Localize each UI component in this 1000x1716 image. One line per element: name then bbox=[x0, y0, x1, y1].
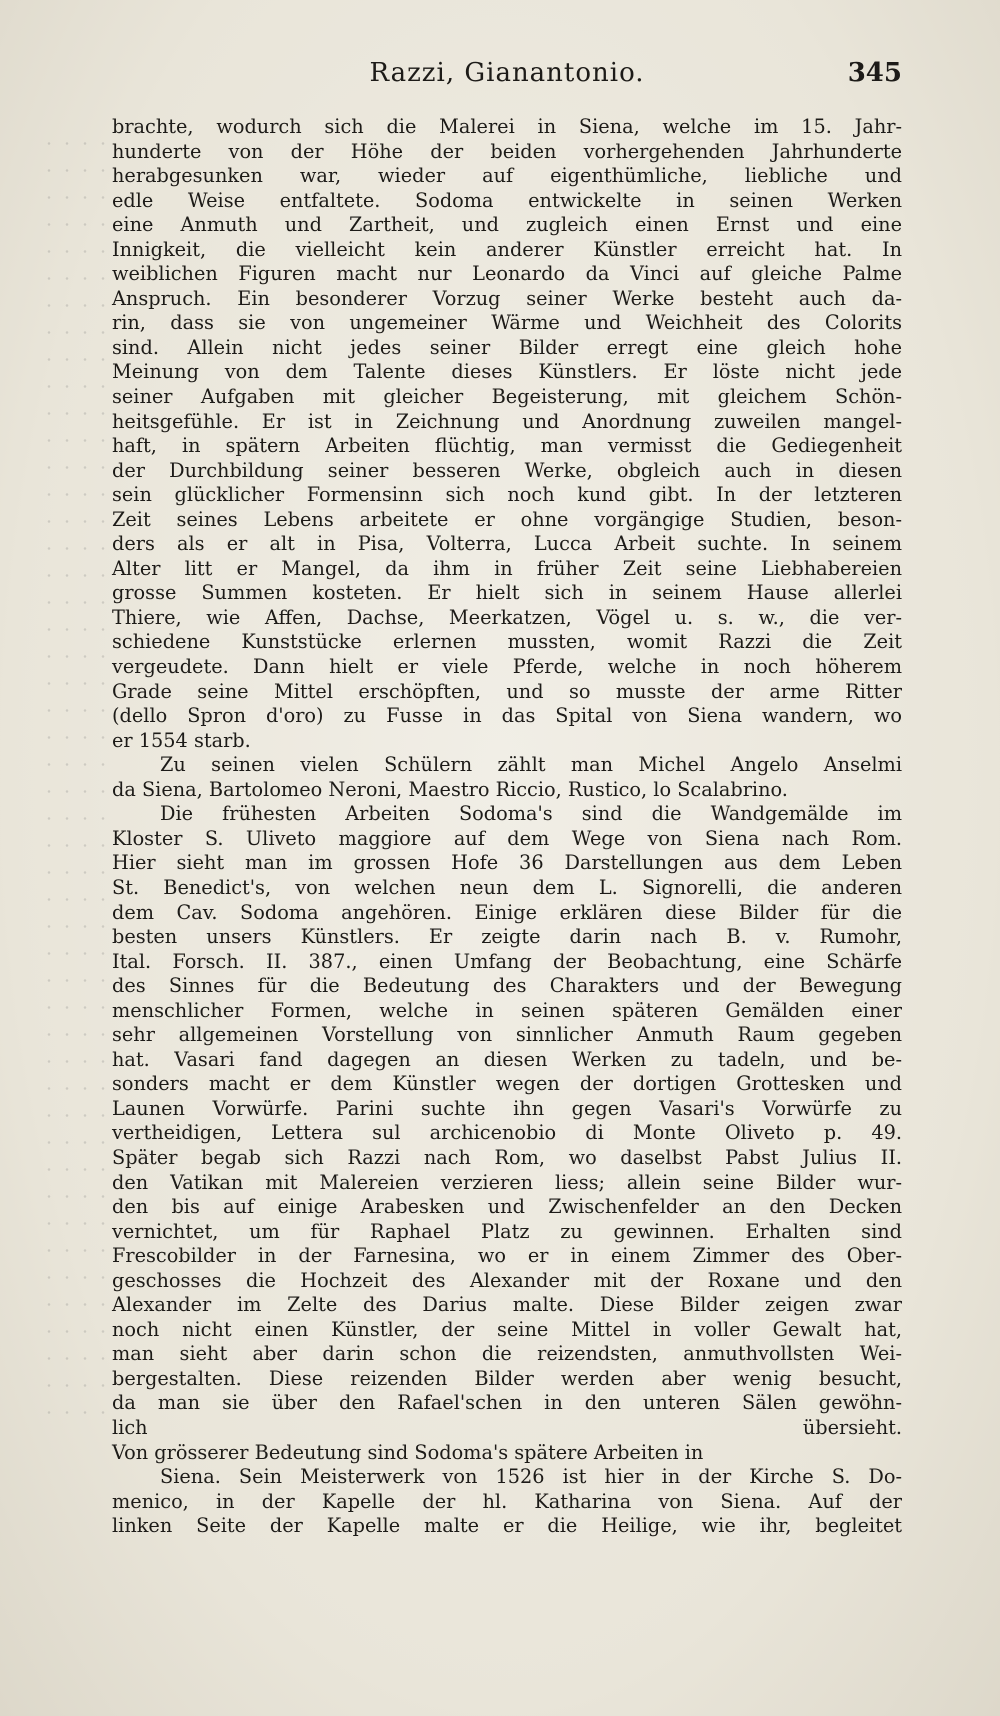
text-line: Die frühesten Arbeiten Sodoma's sind die Wandgemälde im bbox=[160, 802, 902, 826]
text-line: hunderte von der Höhe der beiden vorhergehenden Jahrhunderte bbox=[112, 139, 902, 163]
text-line: geschosses die Hochzeit des Alexander mit der Roxane und den bbox=[112, 1268, 902, 1292]
text-line: Zu seinen vielen Schülern zählt man Michel Angelo Anselmi bbox=[160, 753, 902, 777]
text-line: bergestalten. Diese reizenden Bilder werden aber wenig besucht, bbox=[112, 1366, 902, 1390]
text-line: eine Anmuth und Zartheit, und zugleich einen Ernst und eine bbox=[112, 213, 902, 237]
running-head: Razzi, Gianantonio. bbox=[369, 58, 645, 88]
text-line: menschlicher Formen, welche in seinen späteren Gemälden einer bbox=[112, 998, 902, 1022]
text-line: grosse Summen kosteten. Er hielt sich in seinem Hause allerlei bbox=[112, 581, 902, 605]
text-line: Innigkeit, die vielleicht kein anderer Künstler erreicht hat. In bbox=[112, 237, 902, 261]
text-line: Siena. Sein Meisterwerk von 1526 ist hier in der Kirche S. Do- bbox=[160, 1465, 902, 1489]
text-line: hat. Vasari fand dagegen an diesen Werken zu tadeln, und be- bbox=[112, 1047, 902, 1071]
text-line: noch nicht einen Künstler, der seine Mittel in voller Gewalt hat, bbox=[112, 1317, 902, 1341]
text-line: linken Seite der Kapelle malte er die Heilige, wie ihr, begleitet bbox=[112, 1514, 902, 1538]
text-line: Zeit seines Lebens arbeitete er ohne vorgängige Studien, beson- bbox=[112, 507, 902, 531]
text-line: Anspruch. Ein besonderer Vorzug seiner Werke besteht auch da- bbox=[112, 286, 902, 310]
text-line: vernichtet, um für Raphael Platz zu gewinnen. Erhalten sind bbox=[112, 1219, 902, 1243]
text-line: haft, in spätern Arbeiten flüchtig, man vermisst die Gediegenheit bbox=[112, 434, 902, 458]
text-line: Thiere, wie Affen, Dachse, Meerkatzen, Vögel u. s. w., die ver- bbox=[112, 605, 902, 629]
text-line: Hier sieht man im grossen Hofe 36 Darstellungen aus dem Leben bbox=[112, 851, 902, 875]
text-line: den Vatikan mit Malereien verzieren liess; allein seine Bilder wur- bbox=[112, 1170, 902, 1194]
text-line: lich übersieht. bbox=[112, 1415, 902, 1439]
text-line: brachte, wodurch sich die Malerei in Siena, welche im 15. Jahr- bbox=[112, 115, 902, 138]
text-line: edle Weise entfaltete. Sodoma entwickelte in seinen Werken bbox=[112, 188, 902, 212]
text-line: er 1554 starb. bbox=[112, 728, 251, 752]
page-number: 345 bbox=[847, 58, 902, 88]
text-line: Launen Vorwürfe. Parini suchte ihn gegen Vasari's Vorwürfe zu bbox=[112, 1096, 902, 1120]
text-line: ders als er alt in Pisa, Volterra, Lucca Arbeit suchte. In seinem bbox=[112, 532, 902, 556]
text-line: herabgesunken war, wieder auf eigenthümliche, liebliche und bbox=[112, 164, 902, 188]
text-line: Meinung von dem Talente dieses Künstlers. Er löste nicht jede bbox=[112, 360, 902, 384]
text-line: Alexander im Zelte des Darius malte. Diese Bilder zeigen zwar bbox=[112, 1293, 902, 1317]
text-line: Ital. Forsch. II. 387., einen Umfang der Beobachtung, eine Schärfe bbox=[112, 949, 902, 973]
text-line: (dello Spron d'oro) zu Fusse in das Spital von Siena wandern, wo bbox=[112, 704, 902, 728]
text-line: Alter litt er Mangel, da ihm in früher Zeit seine Liebhabereien bbox=[112, 556, 902, 580]
text-line: sehr allgemeinen Vorstellung von sinnlicher Anmuth Raum gegeben bbox=[112, 1023, 902, 1047]
text-line: heitsgefühle. Er ist in Zeichnung und Anordnung zuweilen mangel- bbox=[112, 409, 902, 433]
text-line: Grade seine Mittel erschöpften, und so musste der arme Ritter bbox=[112, 679, 902, 703]
margin-bleed-through bbox=[40, 130, 110, 1430]
text-line: vergeudete. Dann hielt er viele Pferde, welche in noch höherem bbox=[112, 655, 902, 679]
text-line: schiedene Kunststücke erlernen mussten, womit Razzi die Zeit bbox=[112, 630, 902, 654]
text-line: seiner Aufgaben mit gleicher Begeisterung, mit gleichem Schön- bbox=[112, 385, 902, 409]
text-line: weiblichen Figuren macht nur Leonardo da Vinci auf gleiche Palme bbox=[112, 262, 902, 286]
text-line: dem Cav. Sodoma angehören. Einige erklären diese Bilder für die bbox=[112, 900, 902, 924]
text-line: Kloster S. Uliveto maggiore auf dem Wege von Siena nach Rom. bbox=[112, 826, 902, 850]
text-line: St. Benedict's, von welchen neun dem L. Signorelli, die anderen bbox=[112, 875, 902, 899]
text-line: den bis auf einige Arabesken und Zwischenfelder an den Decken bbox=[112, 1195, 902, 1219]
text-line: besten unsers Künstlers. Er zeigte darin nach B. v. Rumohr, bbox=[112, 925, 902, 949]
text-line: Von grösserer Bedeutung sind Sodoma's spätere Arbeiten in bbox=[112, 1440, 704, 1464]
text-line: des Sinnes für die Bedeutung des Charakters und der Bewegung bbox=[112, 974, 902, 998]
text-line: sind. Allein nicht jedes seiner Bilder erregt eine gleich hohe bbox=[112, 335, 902, 359]
text-line: der Durchbildung seiner besseren Werke, obgleich auch in diesen bbox=[112, 458, 902, 482]
body-text bbox=[112, 115, 902, 1563]
text-line: menico, in der Kapelle der hl. Katharina von Siena. Auf der bbox=[112, 1489, 902, 1513]
text-line: rin, dass sie von ungemeiner Wärme und Weichheit des Colorits bbox=[112, 311, 902, 335]
text-line: sein glücklicher Formensinn sich noch kund gibt. In der letzteren bbox=[112, 483, 902, 507]
text-line: man sieht aber darin schon die reizendsten, anmuthvollsten Wei- bbox=[112, 1342, 902, 1366]
text-line: Frescobilder in der Farnesina, wo er in einem Zimmer des Ober- bbox=[112, 1244, 902, 1268]
page-header bbox=[112, 58, 902, 98]
text-line: da man sie über den Rafael'schen in den unteren Sälen gewöhn- bbox=[112, 1391, 902, 1415]
text-line: vertheidigen, Lettera sul archicenobio di Monte Oliveto p. 49. bbox=[112, 1121, 902, 1145]
text-line: da Siena, Bartolomeo Neroni, Maestro Riccio, Rustico, lo Scalabrino. bbox=[112, 777, 788, 801]
text-line: sonders macht er dem Künstler wegen der dortigen Grottesken und bbox=[112, 1072, 902, 1096]
text-line bbox=[112, 1539, 902, 1564]
text-line: Später begab sich Razzi nach Rom, wo daselbst Pabst Julius II. bbox=[112, 1145, 902, 1169]
